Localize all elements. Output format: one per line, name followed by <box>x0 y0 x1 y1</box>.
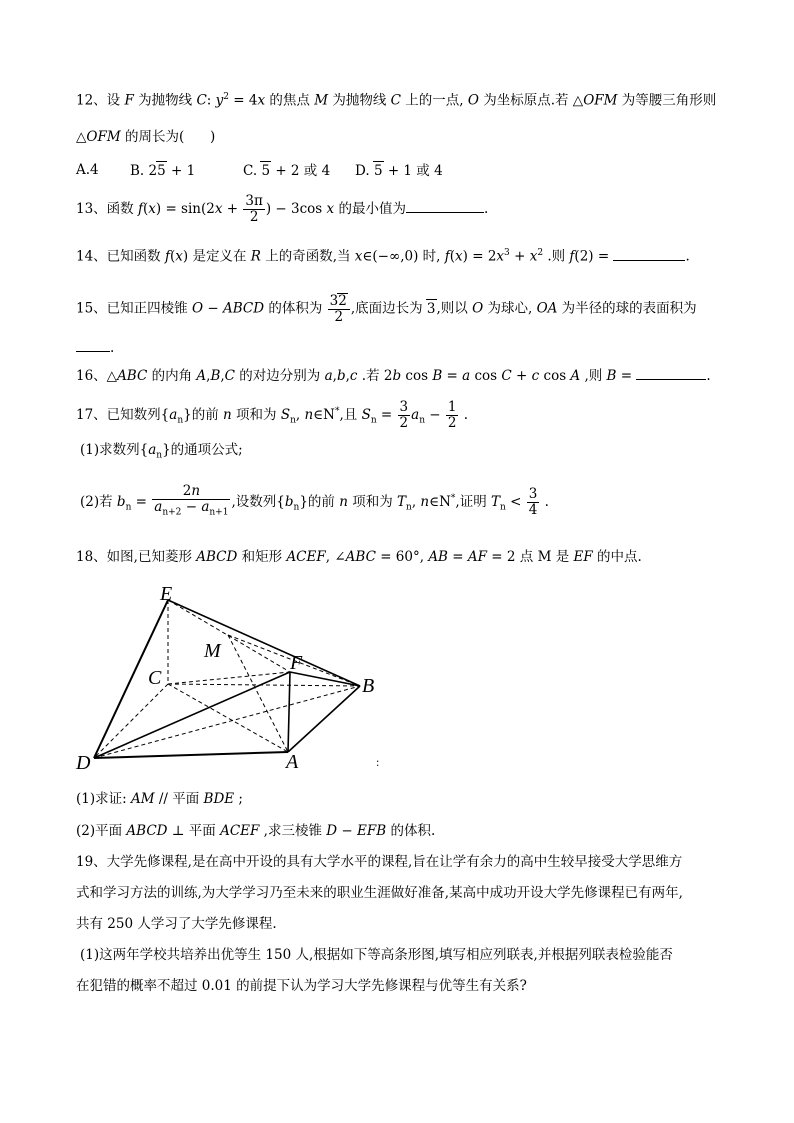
label-d: D <box>76 752 91 774</box>
label-f: F <box>290 652 303 674</box>
q19-line2: 式和学习方法的训练,为大学学习乃至未来的职业生涯做好准备,某高中成功开设大学先修课程已有两年, <box>76 885 683 901</box>
q12-line2: △OFM 的周长为( ) <box>76 129 216 145</box>
q15-blank: . <box>76 338 114 357</box>
q19-line3: 共有 250 人学习了大学先修课程. <box>76 916 277 932</box>
geometry-figure <box>70 580 400 775</box>
q19-line5: 在犯错的概率不超过 0.01 的前提下认为学习大学先修课程与优等生有关系? <box>76 978 527 994</box>
q12-option-c: C. 5 + 2 或 4 <box>243 163 331 179</box>
q13: 13、函数 f(x) = sin(2x + $\frac{3\pi}{2}$ ) − 3cos x 的最小值为 . <box>76 193 489 225</box>
q17-stem: 17、已知数列$\{a_n\}$的前 n 项和为 $S_n$, n∈N*,且 $S_n$ = $\frac{3}{2}$ $a_n$ − $\frac{1}{2}$ . <box>76 399 469 431</box>
label-c: C <box>148 667 162 689</box>
q17-part1: (1)求数列$\{a_n\}$的通项公式; <box>80 442 243 461</box>
q14: 14、已知函数 f(x) 是定义在 R 上的奇函数,当 x∈(−∞,0) 时, $f(x) = 2x^3 + x^2$ .则 f(2) = . <box>76 248 690 265</box>
label-a: A <box>286 751 299 773</box>
figure-note: : <box>376 755 380 769</box>
q17-part2: (2)若 $b_n$ = $\frac{2n}{a_{n+2} - a_{n+1}}$ ,设数列$\{b_n\}$的前 n 项和为 $T_n$, n∈N*,证明 $T_n$ < $\frac{3}{4}$ . <box>80 483 549 518</box>
q18-part2: (2)平面 ABCD ⊥ 平面 ACEF ,求三棱锥 D − EFB 的体积. <box>76 823 436 839</box>
q19-line4: (1)这两年学校共培养出优等生 150 人,根据如下等高条形图,填写相应列联表,并根据列联表检验能否 <box>80 947 673 963</box>
q19-line1: 19、大学先修课程,是在高中开设的具有大学水平的课程,旨在让学有余力的高中生较早接受大学思维方 <box>76 854 683 870</box>
q18-part1: (1)求证: AM // 平面 BDE ; <box>76 791 243 807</box>
label-e: E <box>160 583 173 605</box>
q15: 15、已知正四棱锥 O − ABCD 的体积为 $\frac{32}{2}$ ,底面边长为 3,则以 O 为球心, OA 为半径的球的表面积为 <box>76 293 697 325</box>
label-m: M <box>204 640 221 662</box>
label-b: B <box>362 675 375 697</box>
q16: 16、△ABC 的内角 A,B,C 的对边分别为 a,b,c .若 2b cos B = a cos C + c cos A ,则 B = . <box>76 368 711 384</box>
q12-option-a: A.4 <box>76 162 99 178</box>
q12-line1: 12、设 F 为抛物线 C: $y^2 = 4x$ 的焦点 M 为抛物线 C 上的一点, O 为坐标原点.若 △OFM 为等腰三角形则 <box>76 92 717 109</box>
q12-option-b: B. 25 + 1 <box>130 163 196 179</box>
q12-option-d: D. 5 + 1 或 4 <box>355 163 443 179</box>
q18-stem: 18、如图,已知菱形 ABCD 和矩形 ACEF, ∠ABC = 60°, AB = AF = 2 点 M 是 EF 的中点. <box>76 549 642 565</box>
